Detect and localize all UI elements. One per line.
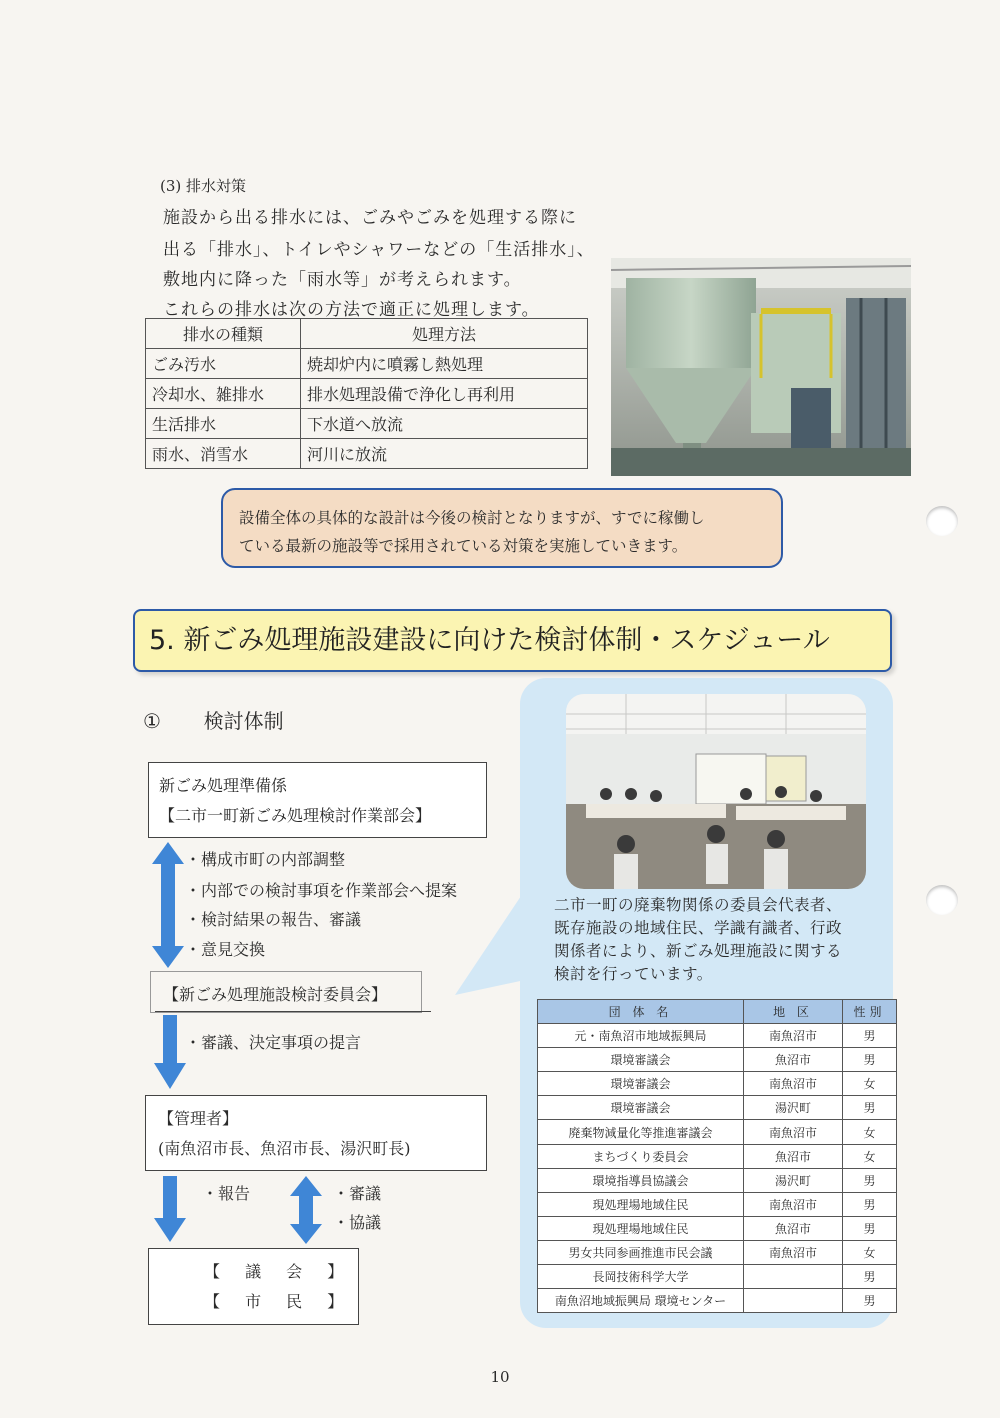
table-cell: 冷却水、雑排水 — [146, 379, 301, 409]
sub-heading — [143, 705, 284, 734]
table-row — [538, 1024, 897, 1048]
table-row — [146, 349, 588, 379]
table-cell — [744, 1289, 843, 1313]
table-cell: 排水処理設備で浄化し再利用 — [301, 379, 588, 409]
table-cell: 雨水、消雪水 — [146, 439, 301, 469]
caption-line: 検討を行っています。 — [554, 965, 713, 983]
table-header: 団 体 名 — [538, 1000, 744, 1024]
down-arrow-icon — [150, 1176, 190, 1242]
flow-item: ・意見交換 — [185, 940, 266, 959]
flow-item: ・協議 — [333, 1213, 382, 1232]
caption-line: 既存施設の地域住民、学識有識者、行政 — [554, 919, 843, 937]
caption-line: 関係者により、新ごみ処理施設に関する — [554, 942, 843, 960]
table-row — [538, 1072, 897, 1096]
table-cell: まちづくり委員会 — [538, 1144, 744, 1168]
section-title-banner: 5. 新ごみ処理施設建設に向けた検討体制・スケジュール — [133, 609, 892, 672]
table-cell: 現処理場地域住民 — [538, 1192, 744, 1216]
member-table — [537, 999, 897, 1313]
intro-line: 出る「排水」、トイレやシャワーなどの「生活排水」、 — [163, 240, 595, 260]
table-row — [146, 439, 588, 469]
notice-line: ている最新の施設等で採用されている対策を実施していきます。 — [239, 537, 688, 555]
table-cell: 女 — [843, 1144, 897, 1168]
table-row — [146, 409, 588, 439]
table-cell: 南魚沼市 — [744, 1024, 843, 1048]
admin-box — [145, 1095, 487, 1171]
table-cell: 男 — [843, 1265, 897, 1289]
table-row — [538, 1192, 897, 1216]
table-cell: 南魚沼市 — [744, 1072, 843, 1096]
page-number: 10 — [490, 1368, 510, 1386]
table-cell: 廃棄物減量化等推進審議会 — [538, 1120, 744, 1144]
table-cell: 魚沼市 — [744, 1048, 843, 1072]
table-row — [538, 1289, 897, 1313]
flow-item: ・構成市町の内部調整 — [185, 850, 346, 869]
meeting-caption — [554, 894, 884, 986]
table-row — [538, 1096, 897, 1120]
table-cell: 女 — [843, 1120, 897, 1144]
flow-item: ・検討結果の報告、審議 — [185, 910, 362, 929]
table-header-row — [538, 1000, 897, 1024]
table-cell: 魚沼市 — [744, 1216, 843, 1240]
table-cell: 河川に放流 — [301, 439, 588, 469]
table-cell: 南魚沼地域振興局 環境センター — [538, 1289, 744, 1313]
table-header: 処理方法 — [301, 319, 588, 349]
table-header-row — [146, 319, 588, 349]
flow-item: ・内部での検討事項を作業部会へ提案 — [185, 881, 458, 900]
table-cell: 湯沢町 — [744, 1168, 843, 1192]
table-row — [538, 1216, 897, 1240]
table-row — [146, 379, 588, 409]
table-cell: 環境審議会 — [538, 1096, 744, 1120]
table-cell: 環境審議会 — [538, 1072, 744, 1096]
flow-item: ・審議、決定事項の提言 — [185, 1033, 362, 1052]
table-cell: 男 — [843, 1024, 897, 1048]
table-cell: 生活排水 — [146, 409, 301, 439]
table-row — [538, 1144, 897, 1168]
table-row — [538, 1168, 897, 1192]
council-box-line: 【 議 会 】 — [204, 1262, 354, 1281]
table-row — [538, 1048, 897, 1072]
section-heading: (3) 排水対策 — [160, 177, 247, 195]
intro-line: 敷地内に降った「雨水等」が考えられます。 — [163, 270, 522, 290]
table-cell: 長岡技術科学大学 — [538, 1265, 744, 1289]
table-cell: 男 — [843, 1192, 897, 1216]
drainage-table — [145, 318, 588, 469]
table-header: 排水の種類 — [146, 319, 301, 349]
double-arrow-icon — [286, 1176, 326, 1244]
prep-box — [148, 762, 487, 838]
table-cell: 男 — [843, 1048, 897, 1072]
council-box-line: 【 市 民 】 — [204, 1292, 354, 1311]
table-cell: 焼却炉内に噴霧し熱処理 — [301, 349, 588, 379]
table-cell: 男 — [843, 1096, 897, 1120]
table-cell: 南魚沼市 — [744, 1120, 843, 1144]
caption-line: 二市一町の廃棄物関係の委員会代表者、 — [554, 896, 843, 914]
double-arrow-icon — [148, 842, 188, 968]
table-cell: 現処理場地域住民 — [538, 1216, 744, 1240]
table-cell: 女 — [843, 1240, 897, 1264]
table-cell: 南魚沼市 — [744, 1192, 843, 1216]
table-row — [538, 1240, 897, 1264]
table-cell: 下水道へ放流 — [301, 409, 588, 439]
table-cell: 男 — [843, 1168, 897, 1192]
punch-hole — [926, 506, 958, 536]
notice-line: 設備全体の具体的な設計は今後の検討となりますが、すでに稼働し — [239, 509, 705, 527]
table-cell: 男女共同参画推進市民会議 — [538, 1240, 744, 1264]
table-header: 地 区 — [744, 1000, 843, 1024]
punch-hole — [926, 885, 958, 915]
facility-photo — [611, 258, 911, 476]
speech-tail — [430, 890, 530, 1000]
meeting-photo — [566, 694, 866, 889]
sub-heading-number: ① — [143, 709, 161, 733]
table-cell: 男 — [843, 1216, 897, 1240]
table-cell: 女 — [843, 1072, 897, 1096]
prep-box-line: 新ごみ処理準備係 — [159, 776, 288, 795]
sub-heading-text: 検討体制 — [203, 709, 284, 733]
table-cell: 魚沼市 — [744, 1144, 843, 1168]
table-cell: 湯沢町 — [744, 1096, 843, 1120]
table-cell: 環境審議会 — [538, 1048, 744, 1072]
admin-box-line: 【管理者】 — [158, 1109, 239, 1128]
table-cell: ごみ汚水 — [146, 349, 301, 379]
committee-label: 【新ごみ処理施設検討委員会】 — [155, 981, 431, 1012]
intro-line: これらの排水は次の方法で適正に処理します。 — [163, 300, 540, 320]
table-cell: 男 — [843, 1289, 897, 1313]
flow-item: ・報告 — [202, 1184, 251, 1203]
table-cell: 元・南魚沼市地域振興局 — [538, 1024, 744, 1048]
table-row — [538, 1265, 897, 1289]
notice-box — [221, 488, 783, 568]
down-arrow-icon — [150, 1015, 190, 1089]
table-cell: 環境指導員協議会 — [538, 1168, 744, 1192]
table-row — [538, 1120, 897, 1144]
admin-box-line: (南魚沼市長、魚沼市長、湯沢町長) — [158, 1139, 411, 1158]
table-header: 性別 — [843, 1000, 897, 1024]
table-cell — [744, 1265, 843, 1289]
flow-item: ・審議 — [333, 1184, 382, 1203]
prep-box-line: 【二市一町新ごみ処理検討作業部会】 — [159, 806, 432, 825]
table-cell: 南魚沼市 — [744, 1240, 843, 1264]
intro-line: 施設から出る排水には、ごみやごみを処理する際に — [163, 208, 577, 228]
council-box — [148, 1248, 359, 1325]
